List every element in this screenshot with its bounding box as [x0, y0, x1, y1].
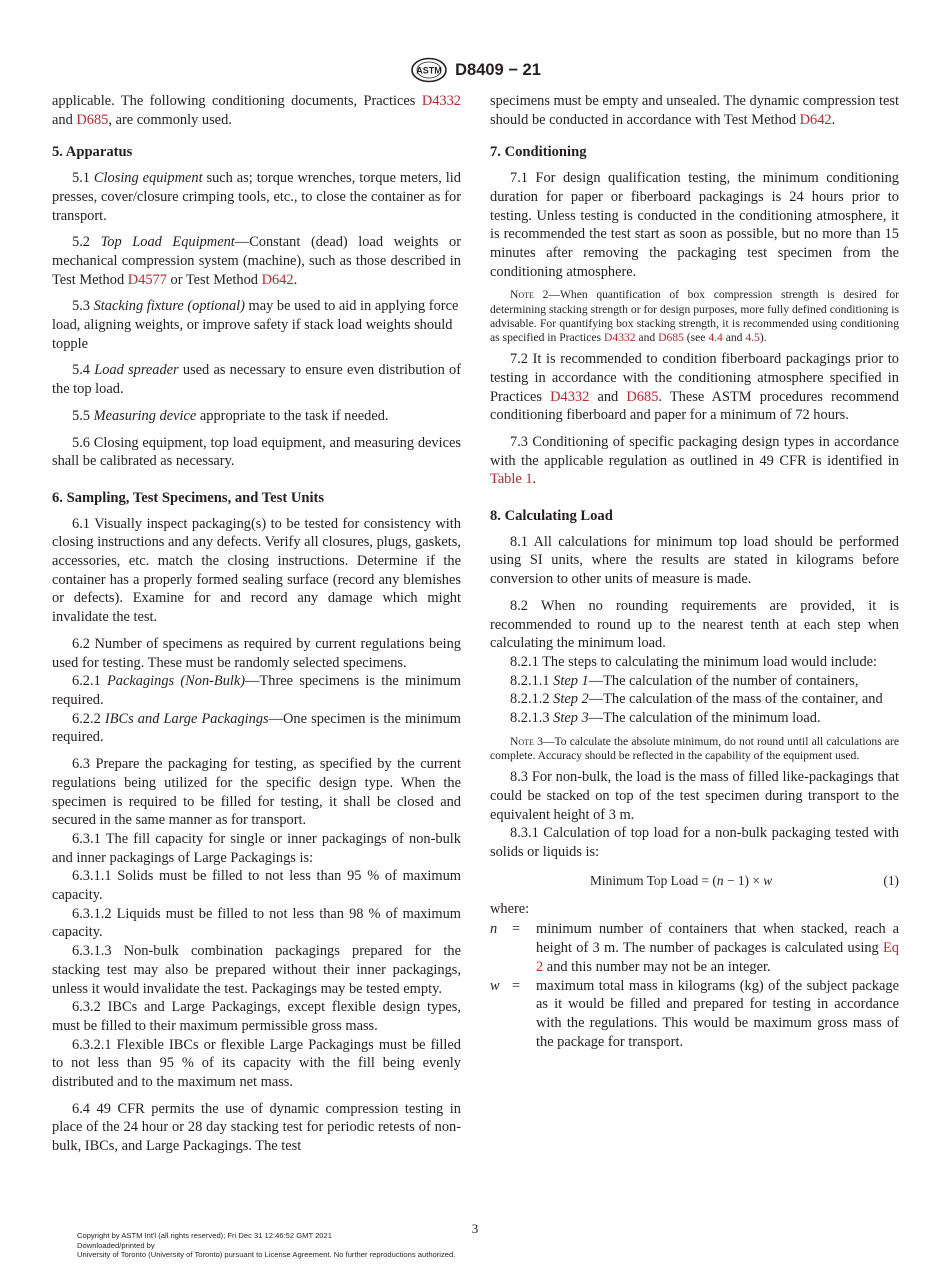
paragraph-continued: applicable. The following conditioning documents, Practices D4332 and D685, are commonly used.	[52, 93, 461, 128]
definition-n: n = minimum number of containers that when stacked, reach a height of 3 m. The number of packages is calculated using Eq 2 and this number may not be an integer.	[490, 921, 899, 975]
section-6-heading: 6. Sampling, Test Specimens, and Test Units	[52, 489, 325, 506]
link-d685[interactable]: D685	[658, 330, 684, 344]
para-6-4: 6.4 49 CFR permits the use of dynamic compression testing in place of the 24 hour or 28 day stacking test for periodic retests of non-bulk, IBCs, and Large Packagings. The test	[52, 1100, 461, 1155]
designation: D8409 − 21	[455, 60, 541, 79]
right-column	[490, 92, 899, 1051]
para-8-3-1: 8.3.1 Calculation of top load for a non-bulk packaging tested with solids or liquids is:	[490, 825, 899, 861]
section-7-heading: 7. Conditioning	[490, 144, 587, 161]
para-8-3: 8.3 For non-bulk, the load is the mass of filled like-packagings that could be stacked on top of the test specimen during transport to the equivalent height of 3 m.	[490, 769, 899, 823]
link-d685[interactable]: D685	[626, 388, 659, 405]
para-8-1: 8.1 All calculations for minimum top load should be performed using SI units, where the results are stated in kilograms before conversion to other units of measure is made.	[490, 533, 899, 588]
astm-logo-icon	[409, 57, 449, 83]
para-6-3-2: 6.3.2 IBCs and Large Packagings, except flexible design types, must be filled to their maximum permissible gross mass.	[52, 999, 461, 1034]
link-d642[interactable]: D642	[261, 271, 294, 288]
where-label: where:	[490, 900, 530, 917]
svg-text:ASTM: ASTM	[416, 65, 442, 76]
para-5-1: 5.1 Closing equipment such as; torque wrenches, torque meters, lid presses, cover/closure crimping tools, etc., to close the container as for transport.	[52, 170, 461, 224]
note-2: Note 2—When quantification of box compression strength is desired for determining stacking strength or for design purposes, more fully defined conditioning is advisable. For quantifying box stacking strength, it is recommended using conditioning as specified in Practices D4332 and D685 (see 4.4 and 4.5).	[490, 288, 899, 344]
link-table-1[interactable]: Table 1	[490, 471, 533, 488]
section-8-heading: 8. Calculating Load	[490, 508, 613, 525]
para-6-2-1: 6.2.1 Packagings (Non-Bulk)—Three specimens is the minimum required.	[52, 673, 461, 708]
para-6-3-2-1: 6.3.2.1 Flexible IBCs or flexible Large Packagings must be filled to not less than 95 % of its capacity with the fill being evenly distributed and to the maximum net mass.	[52, 1036, 461, 1091]
definitions-list	[490, 920, 899, 1051]
para-6-3-1: 6.3.1 The fill capacity for single or inner packagings of non-bulk and inner packagings of Large Packagings is:	[52, 830, 461, 866]
para-8-2-1-2: 8.2.1.2 Step 2—The calculation of the mass of the container, and	[510, 691, 883, 708]
link-section-4-5[interactable]: 4.5	[745, 330, 760, 344]
link-d685[interactable]: D685	[76, 111, 109, 128]
para-6-1: 6.1 Visually inspect packaging(s) to be tested for consistency with closing instructions and any defects. Verify all closures, plugs, gaskets, accessories, etc. match the closing instructions. Determine if the container has a properly formed sealing surface (record any blemishes or defects). Examine for and record any damage which might invalidate the test.	[52, 515, 461, 626]
equation-1	[490, 870, 899, 894]
para-8-2-1: 8.2.1 The steps to calculating the minimum load would include:	[510, 653, 878, 670]
left-column	[52, 92, 461, 1156]
link-d4577[interactable]: D4577	[127, 271, 167, 288]
definition-w: w = maximum total mass in kilograms (kg) of the subject package as it would be filled and prepared for testing in accordance with the regulations. This would be maximum gross mass of the package for transport.	[490, 977, 899, 1050]
paragraph-continued: specimens must be empty and unsealed. The dynamic compression test should be conducted in accordance with Test Method D642.	[490, 93, 899, 128]
para-6-2: 6.2 Number of specimens as required by current regulations being used for testing. These must be randomly selected specimens.	[52, 635, 461, 671]
link-d4332[interactable]: D4332	[603, 330, 636, 344]
para-5-6: 5.6 Closing equipment, top load equipment, and measuring devices shall be calibrated as necessary.	[52, 434, 461, 470]
equation-body: Minimum Top Load = (n − 1) × w	[590, 872, 773, 888]
para-8-2-1-3: 8.2.1.3 Step 3—The calculation of the minimum load.	[510, 710, 821, 727]
para-8-2-1-1: 8.2.1.1 Step 1—The calculation of the number of containers,	[510, 672, 859, 689]
para-7-1: 7.1 For design qualification testing, the minimum conditioning duration for paper or fiberboard packagings is 24 hours prior to testing. Unless testing is conducted in the conditioning atmosphere, it is recommended the test start as soon as possible, but no more than 15 minutes after removing the packaging test specimen from the conditioning atmosphere.	[490, 170, 899, 280]
para-5-2: 5.2 Top Load Equipment—Constant (dead) load weights or mechanical compression system (machine), such as those described in Test Method D4577 or Test Method D642.	[52, 234, 461, 288]
link-d4332[interactable]: D4332	[421, 93, 461, 109]
page-number: 3	[471, 1221, 479, 1236]
para-5-5: 5.5 Measuring device appropriate to the task if needed.	[72, 407, 389, 424]
para-5-4: 5.4 Load spreader used as necessary to ensure even distribution of the top load.	[52, 362, 461, 398]
link-section-4-4[interactable]: 4.4	[708, 330, 723, 344]
para-6-2-2: 6.2.2 IBCs and Large Packagings—One specimen is the minimum required.	[52, 710, 461, 746]
equation-number: (1)	[883, 872, 899, 888]
note-3: Note 3—To calculate the absolute minimum, do not round until all calculations are complete. Accuracy should be reflected in the capability of the equipment used.	[490, 734, 899, 762]
para-6-3: 6.3 Prepare the packaging for testing, as specified by the current regulations being utilized for the specific design type. When the specimen is required to be filled for testing, it shall be closed and secured in the same manner as for transport.	[52, 756, 461, 829]
para-7-3: 7.3 Conditioning of specific packaging design types in accordance with the applicable regulation as outlined in 49 CFR is identified in Table 1.	[490, 433, 899, 488]
link-eq-2[interactable]: Eq 2	[536, 940, 899, 975]
para-6-3-1-3: 6.3.1.3 Non-bulk combination packagings prepared for the stacking test may also be prepared without their inner packagings, unless it would invalidate the test. Packagings may be tested empty.	[52, 943, 461, 997]
para-8-2: 8.2 When no rounding requirements are provided, it is recommended to round up to the nearest tenth at each step when calculating the minimum load.	[490, 597, 899, 652]
para-6-3-1-1: 6.3.1.1 Solids must be filled to not less than 95 % of maximum capacity.	[52, 868, 461, 904]
page-header	[0, 57, 950, 83]
link-d4332[interactable]: D4332	[550, 388, 590, 405]
para-7-2: 7.2 It is recommended to condition fiberboard packagings prior to testing in accordance with the conditioning atmosphere specified in Practices D4332 and D685. These ASTM procedures recommend conditioning fiberboard and paper for a minimum of 72 hours.	[490, 351, 899, 424]
copyright-footer: Copyright by ASTM Int'l (all rights reserved); Fri Dec 31 12:46:52 GMT 2021 Downloaded/printed by University of Toronto (University of Toronto) pursuant to License Agreement. No further reproductions authorized.	[77, 1231, 456, 1260]
link-d642[interactable]: D642	[799, 111, 832, 128]
para-6-3-1-2: 6.3.1.2 Liquids must be filled to not less than 98 % of maximum capacity.	[52, 905, 461, 941]
para-5-3: 5.3 Stacking fixture (optional) may be used to aid in applying force load, aligning weights, or improve safety if stack load weights should topple	[52, 298, 459, 352]
section-5-heading: 5. Apparatus	[52, 144, 133, 161]
